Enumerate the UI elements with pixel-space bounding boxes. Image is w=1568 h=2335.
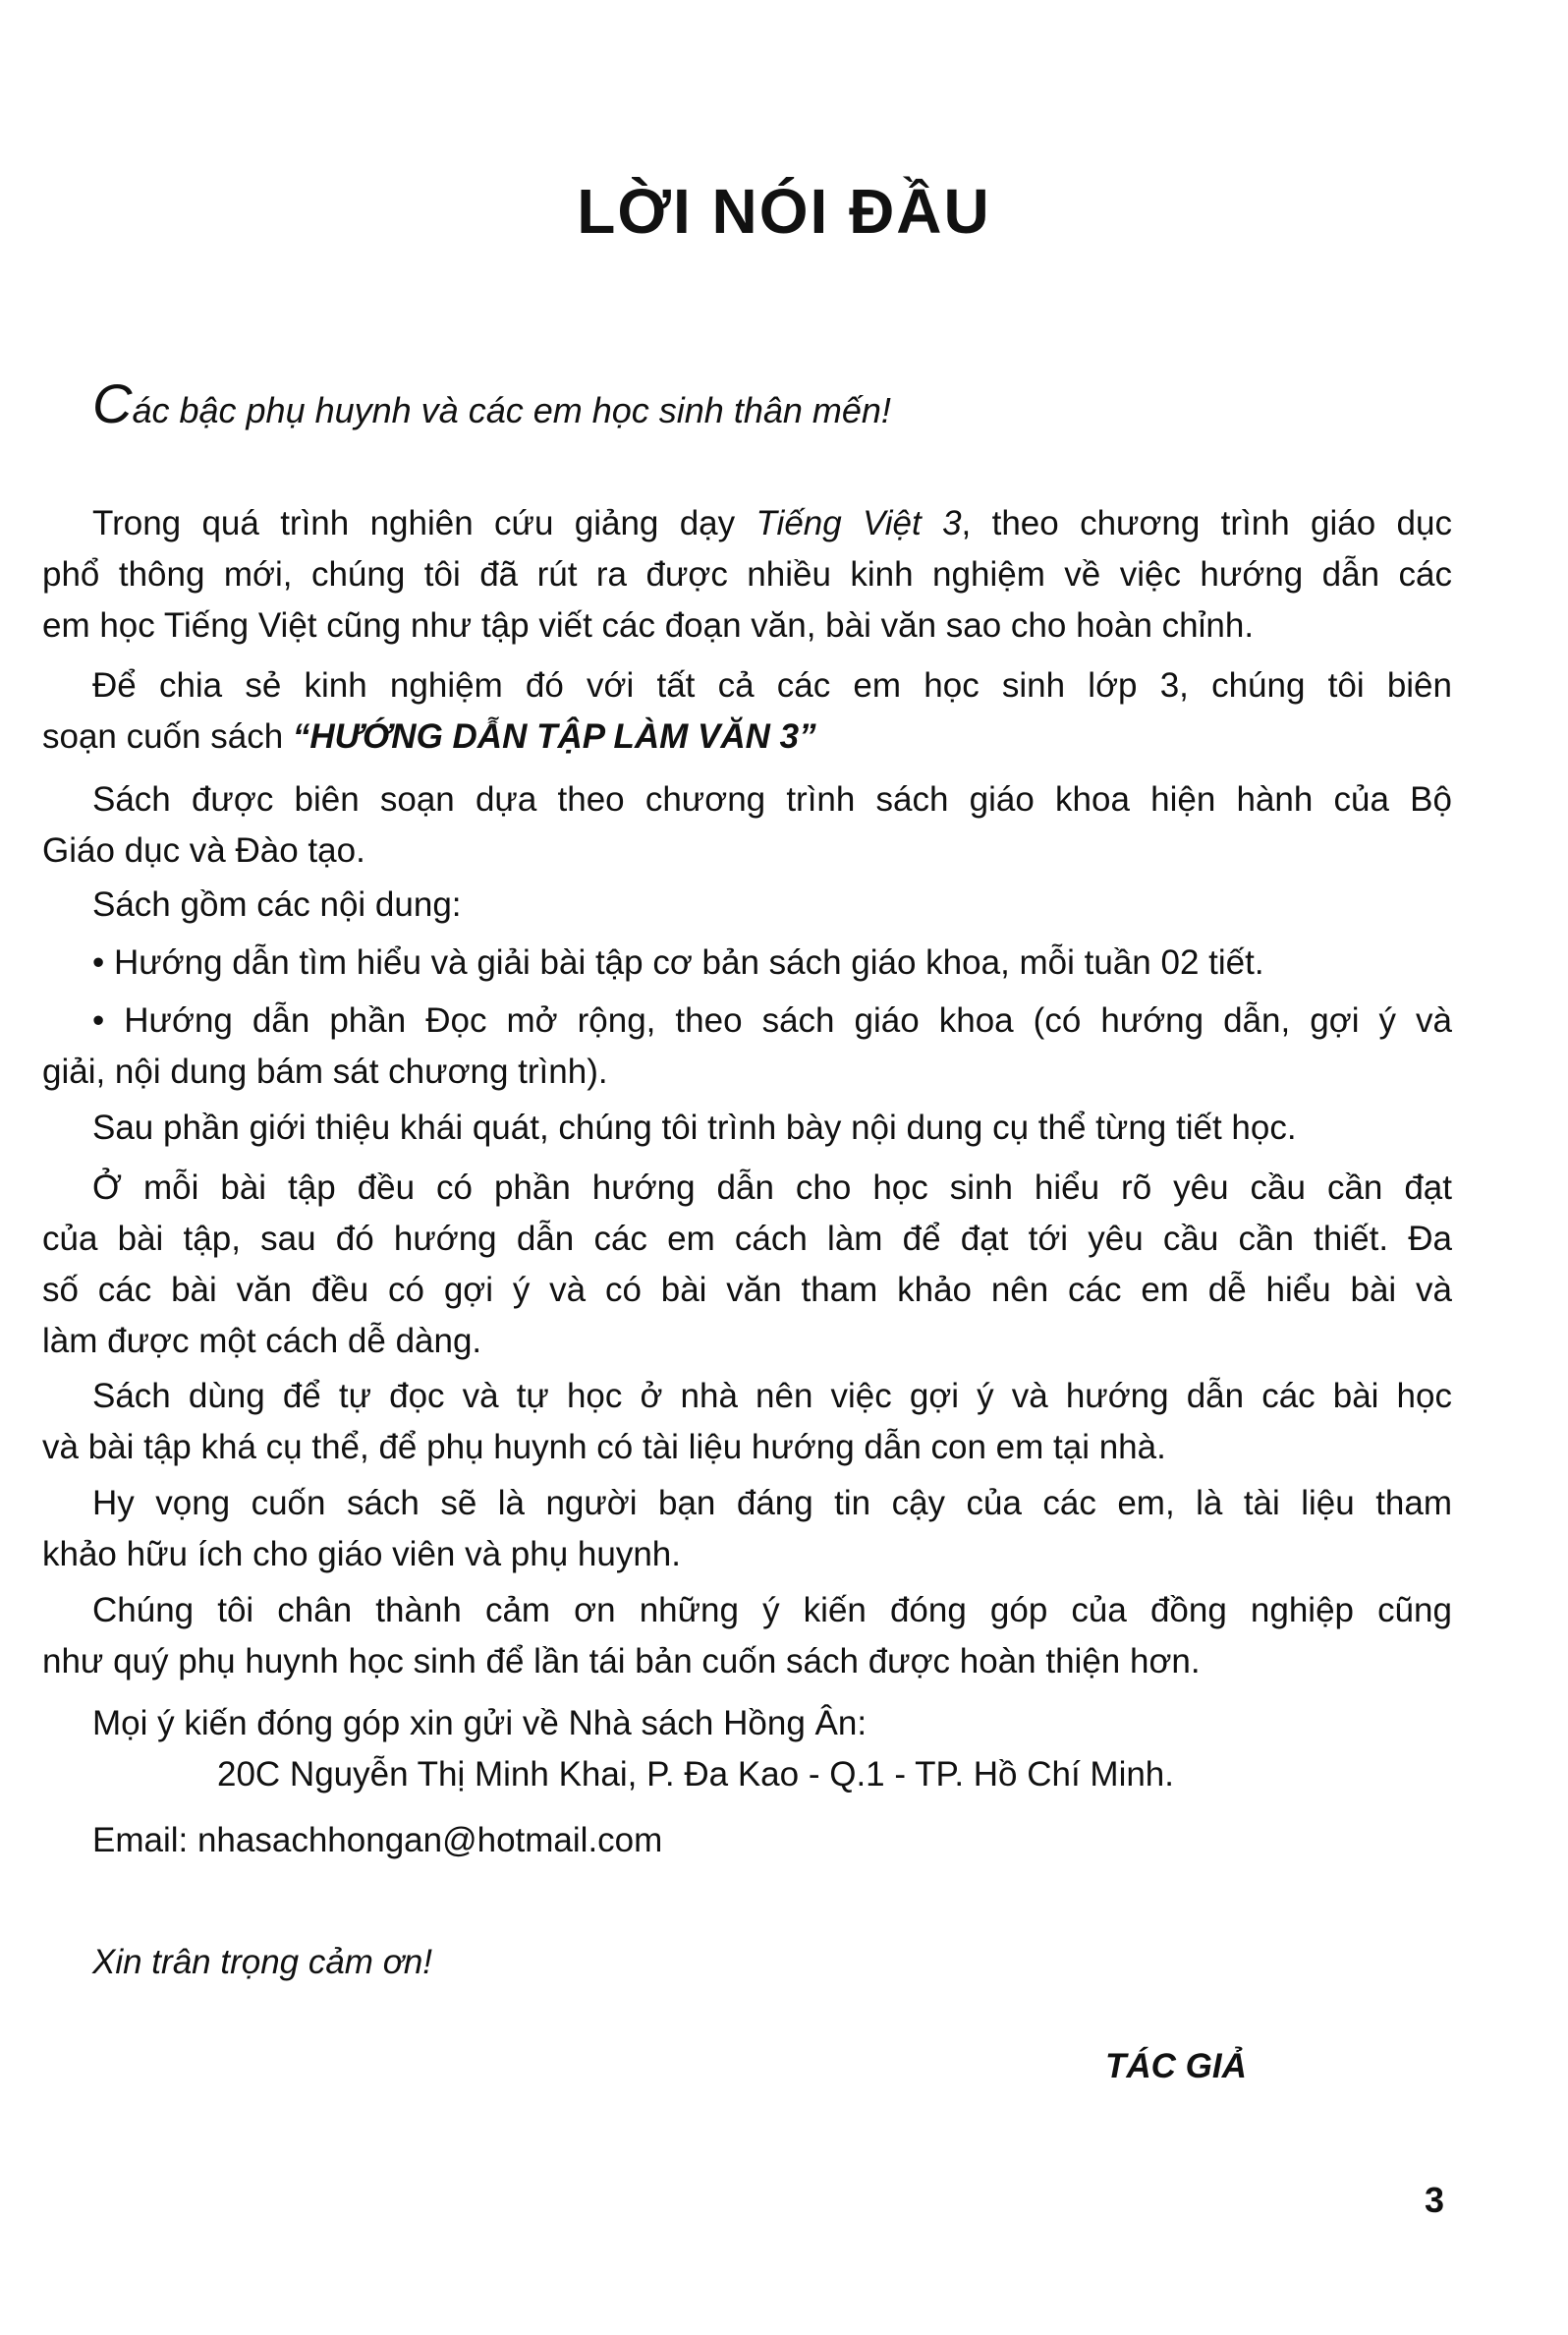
text-line: • Hướng dẫn tìm hiểu và giải bài tập cơ bản sách giáo khoa, mỗi tuần 02 tiết. <box>92 943 1264 982</box>
bullet-item <box>42 938 1452 989</box>
text-line <box>42 712 1452 763</box>
address: 20C Nguyễn Thị Minh Khai, P. Đa Kao - Q.1 - TP. Hồ Chí Minh. <box>217 1755 1175 1794</box>
text-line <box>42 498 1452 549</box>
text-line: Sách gồm các nội dung: <box>92 885 462 924</box>
signoff: Xin trân trọng cảm ơn! <box>92 1943 433 1981</box>
paragraph <box>42 1103 1452 1154</box>
salutation-text: ác bậc phụ huynh và các em học sinh thân mến! <box>132 390 891 430</box>
text-line: • Hướng dẫn phần Đọc mở rộng, theo sách giáo khoa (có hướng dẫn, gợi ý và <box>92 1001 1452 1040</box>
book-title: “HƯỚNG DẪN TẬP LÀM VĂN 3” <box>292 717 816 756</box>
author: TÁC GIẢ <box>1105 2047 1247 2085</box>
text-line: giải, nội dung bám sát chương trình). <box>42 1053 608 1091</box>
paragraph-basis <box>42 774 1452 877</box>
text-line: Ở mỗi bài tập đều có phần hướng dẫn cho học sinh hiểu rõ yêu cầu cần đạt <box>92 1168 1452 1207</box>
paragraph <box>42 1478 1452 1580</box>
paragraph <box>42 1371 1452 1473</box>
paragraph <box>42 1585 1452 1687</box>
text-line: Giáo dục và Đào tạo. <box>42 831 365 870</box>
text-line: Mọi ý kiến đóng góp xin gửi về Nhà sách Hồng Ân: <box>92 1704 868 1742</box>
page-title: LỜI NÓI ĐẦU <box>577 176 991 247</box>
text-line: và bài tập khá cụ thể, để phụ huynh có tài liệu hướng dẫn con em tại nhà. <box>42 1428 1166 1466</box>
paragraph <box>42 1163 1452 1367</box>
email: Email: nhasachhongan@hotmail.com <box>92 1821 663 1859</box>
paragraph-intro <box>42 498 1452 652</box>
text-line: phổ thông mới, chúng tôi đã rút ra được nhiều kinh nghiệm về việc hướng dẫn các <box>42 555 1452 594</box>
text-line: Sách dùng để tự đọc và tự học ở nhà nên việc gợi ý và hướng dẫn các bài học <box>92 1377 1452 1415</box>
text-line: như quý phụ huynh học sinh để lần tái bản cuốn sách được hoàn thiện hơn. <box>42 1642 1201 1680</box>
text-segment: soạn cuốn sách <box>42 717 293 756</box>
paragraph-book <box>42 660 1452 763</box>
text-line: Hy vọng cuốn sách sẽ là người bạn đáng tin cậy của các em, là tài liệu tham <box>92 1484 1452 1522</box>
text-line: Sách được biên soạn dựa theo chương trình sách giáo khoa hiện hành của Bộ <box>92 780 1452 819</box>
page-number: 3 <box>1425 2180 1445 2220</box>
text-line: của bài tập, sau đó hướng dẫn các em cách làm để đạt tới yêu cầu cần thiết. Đa <box>42 1220 1452 1258</box>
paragraph-contents <box>42 880 1452 931</box>
text-line: em học Tiếng Việt cũng như tập viết các đoạn văn, bài văn sao cho hoàn chỉnh. <box>42 606 1255 645</box>
text-line: Để chia sẻ kinh nghiệm đó với tất cả các em học sinh lớp 3, chúng tôi biên <box>92 666 1452 705</box>
text-line: Sau phần giới thiệu khái quát, chúng tôi trình bày nội dung cụ thể từng tiết học. <box>92 1109 1297 1147</box>
salutation-initial: C <box>92 372 133 434</box>
text-line: Chúng tôi chân thành cảm ơn những ý kiến đóng góp của đồng nghiệp cũng <box>92 1591 1452 1629</box>
subject-title: Tiếng Việt 3 <box>756 504 962 542</box>
salutation <box>92 371 891 435</box>
email-line <box>42 1815 1452 1866</box>
text-segment: , theo chương trình giáo dục <box>961 504 1452 542</box>
text-line: khảo hữu ích cho giáo viên và phụ huynh. <box>42 1535 681 1573</box>
text-segment: Trong quá trình nghiên cứu giảng dạy <box>92 504 756 542</box>
text-line: làm được một cách dễ dàng. <box>42 1322 482 1360</box>
bullet-item <box>42 996 1452 1098</box>
text-line: số các bài văn đều có gợi ý và có bài văn tham khảo nên các em dễ hiểu bài và <box>42 1271 1452 1309</box>
paragraph-contact <box>42 1698 1452 1800</box>
